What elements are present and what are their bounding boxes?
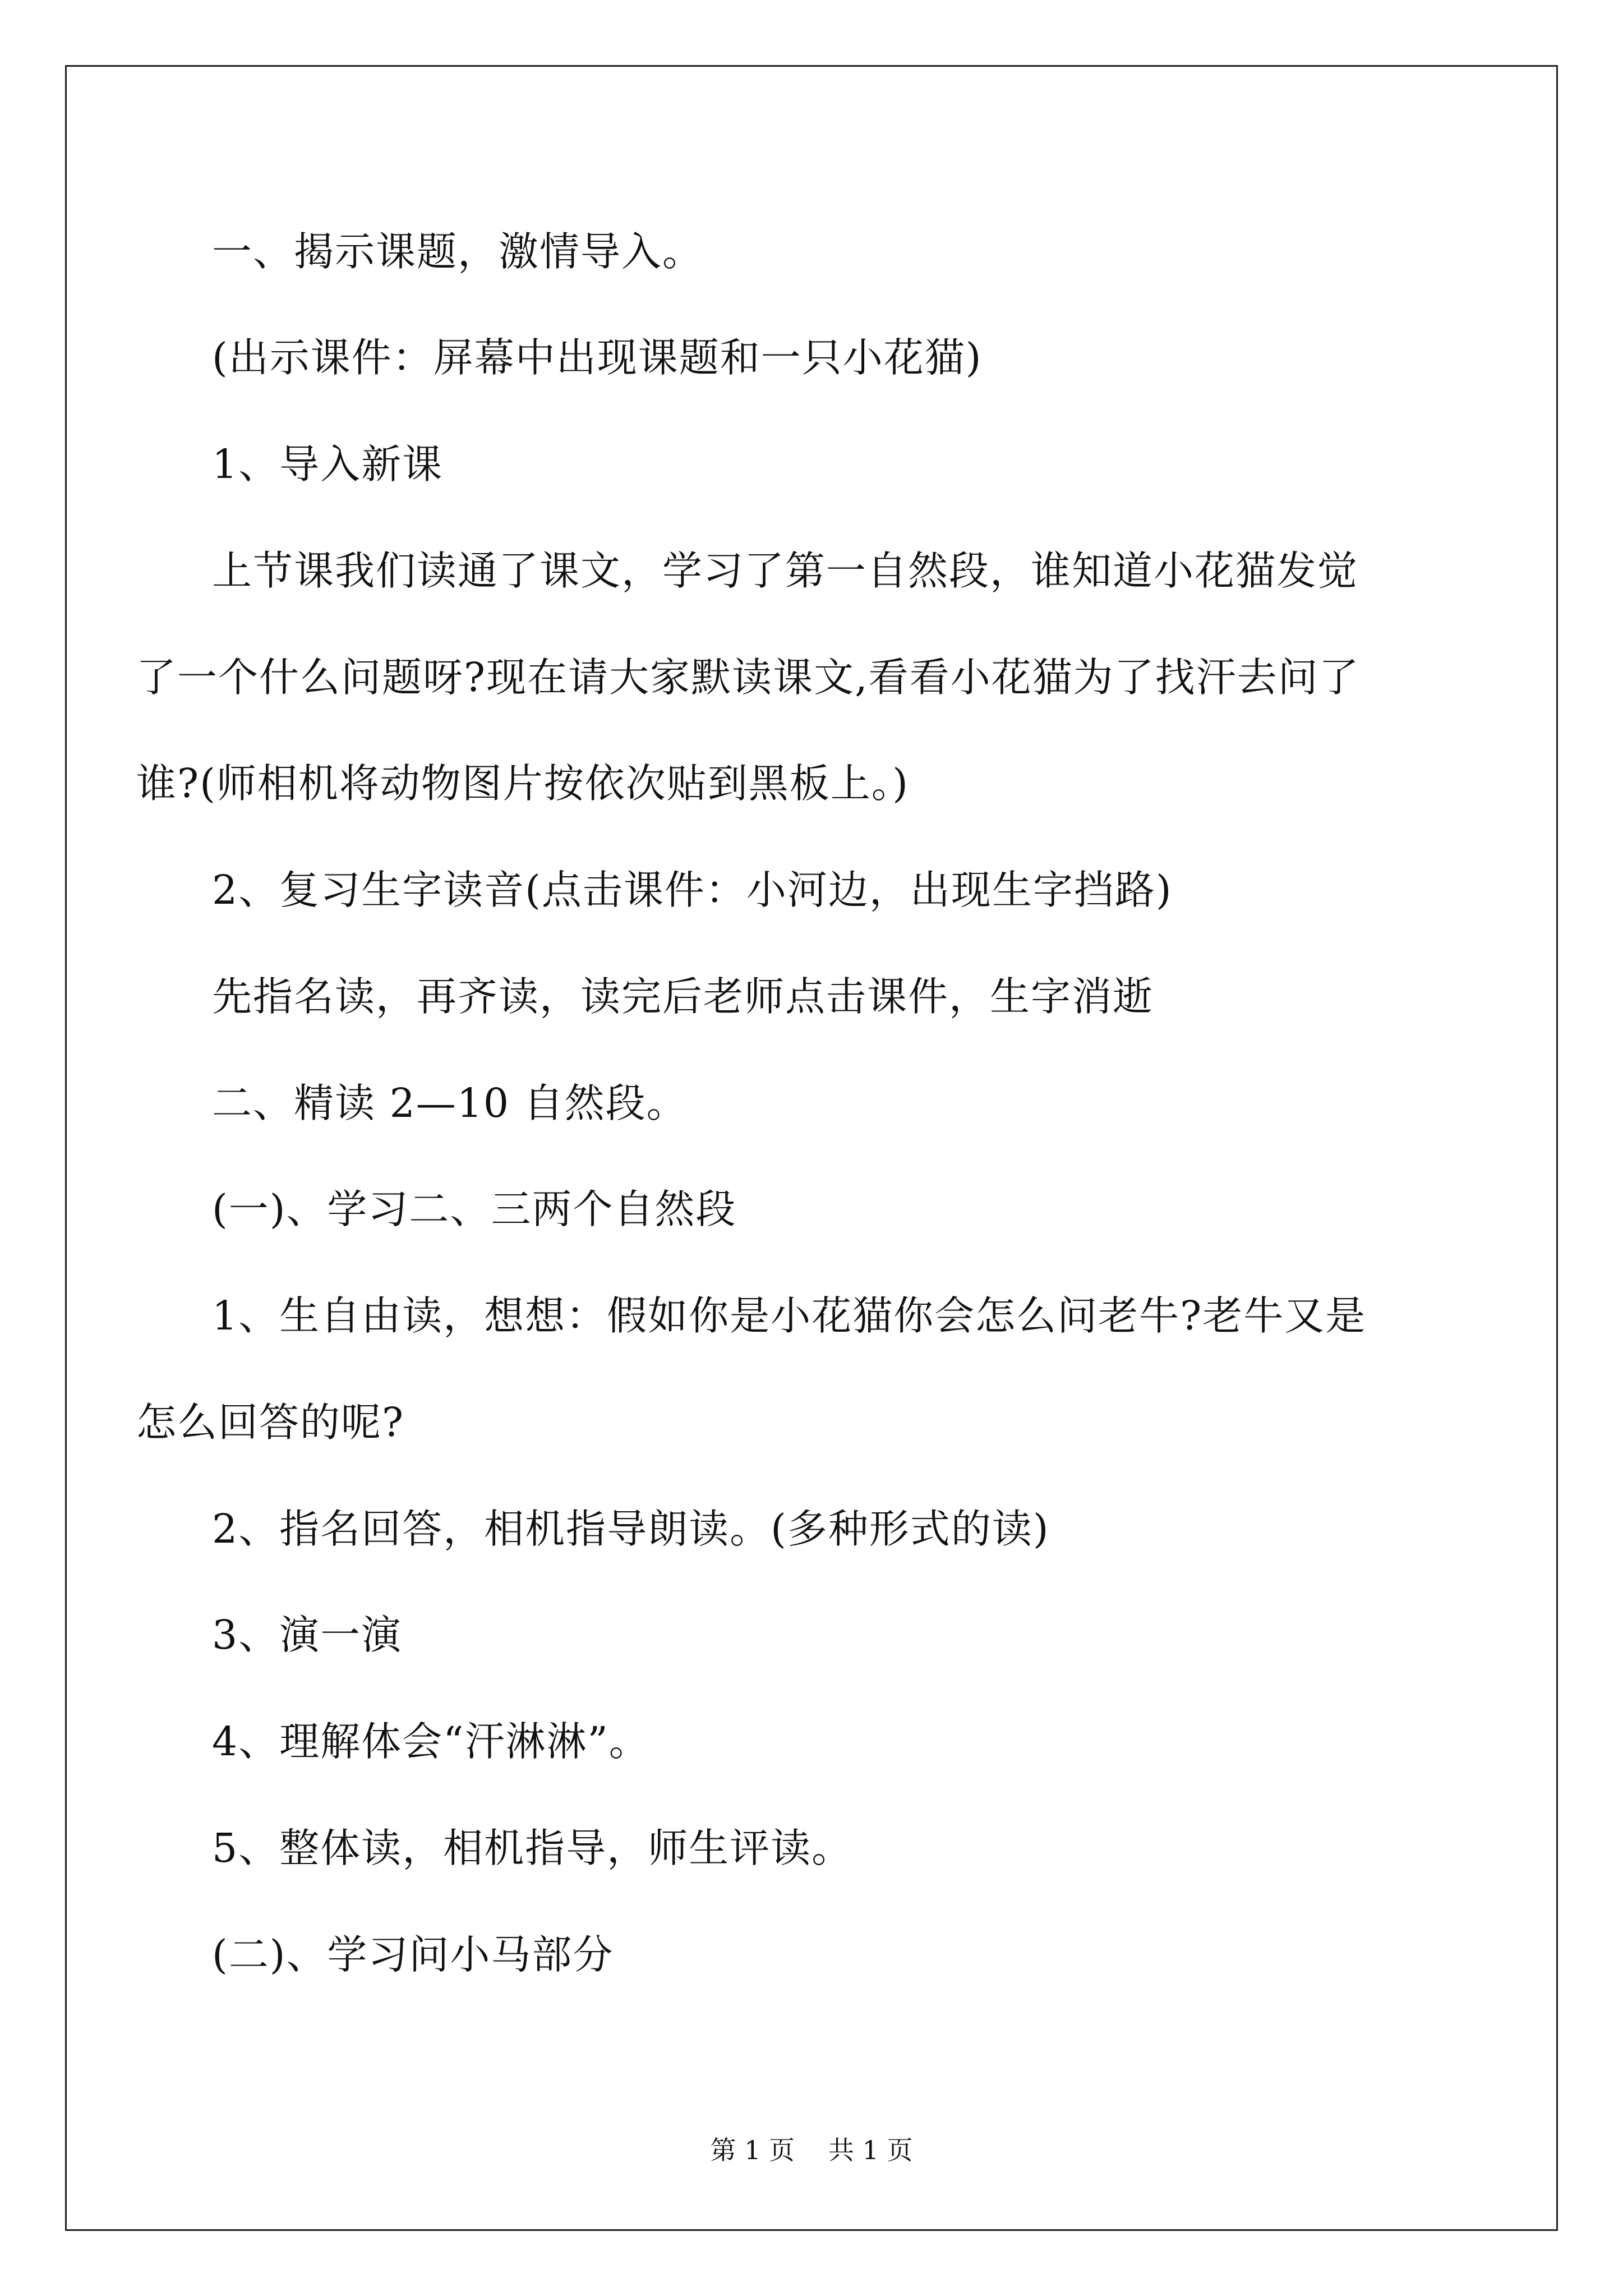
page-border [65,65,1558,2231]
paragraph: 1、生自由读，想想：假如你是小花猫你会怎么问老牛?老牛又是 [212,1292,1367,1339]
paragraph: 1、导入新课 [212,441,444,487]
page-total: 共 1 页 [828,2135,913,2165]
paragraph: 4、理解体会“汗淋淋”。 [212,1718,650,1765]
paragraph: 谁?(师相机将动物图片按依次贴到黑板上。) [136,760,909,807]
page-footer [0,2137,1623,2163]
paragraph: 3、演一演 [212,1612,403,1658]
paragraph: 上节课我们读通了课文，学习了第一自然段，谁知道小花猫发觉 [212,547,1359,594]
paragraph: (出示课件：屏幕中出现课题和一只小花猫) [212,334,983,381]
paragraph: 先指名读，再齐读，读完后老师点击课件，生字消逝 [212,973,1154,1020]
page-number: 第 1 页 [710,2135,795,2165]
paragraph: (一)、学习二、三两个自然段 [212,1186,737,1232]
paragraph: 5、整体读，相机指导，师生评读。 [212,1825,853,1871]
paragraph: 2、指名回答，相机指导朗读。(多种形式的读) [212,1506,1050,1552]
paragraph: 了一个什么问题呀?现在请大家默读课文,看看小花猫为了找汗去问了 [136,654,1360,701]
paragraph: 2、复习生字读音(点击课件：小河边，出现生字挡路) [212,867,1173,913]
paragraph: (二)、学习问小马部分 [212,1931,614,1978]
paragraph: 怎么回答的呢? [136,1399,405,1446]
paragraph: 二、精读 2—10 自然段。 [212,1080,688,1126]
paragraph: 一、揭示课题，激情导入。 [212,228,704,275]
